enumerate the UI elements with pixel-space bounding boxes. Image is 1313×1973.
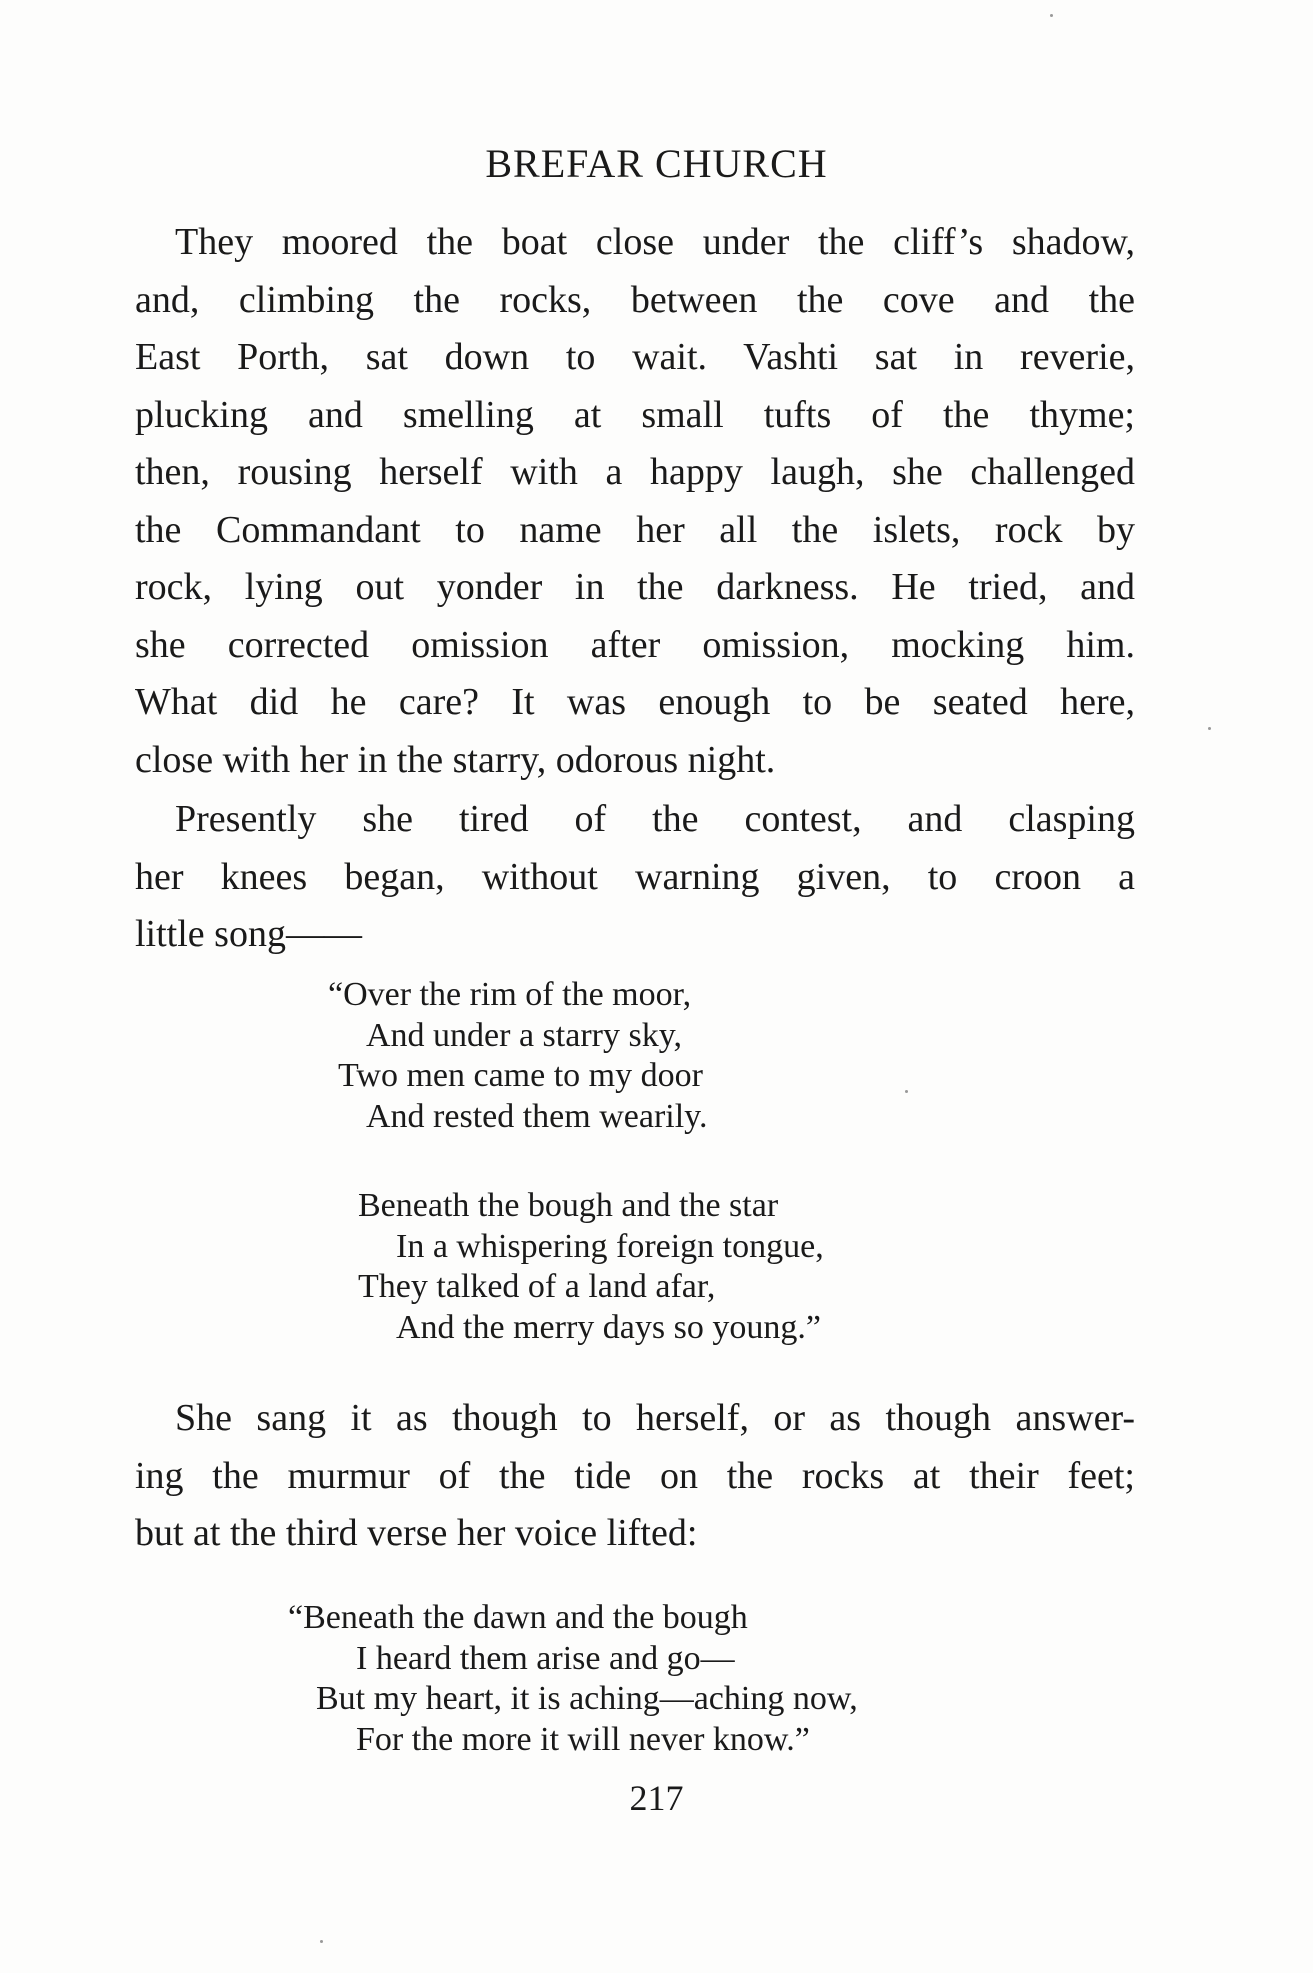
verse-line: They talked of a land afar, xyxy=(358,1268,716,1305)
paragraph-line: little song—— xyxy=(135,913,362,955)
paragraph-line: East Porth, sat down to wait. Vashti sat in reverie, xyxy=(135,336,1135,378)
verse-line: “Over the rim of the moor, xyxy=(328,976,692,1013)
page-number: 217 xyxy=(629,1778,684,1818)
paragraph-line: close with her in the starry, odorous night. xyxy=(135,738,776,781)
running-head: BREFAR CHURCH xyxy=(485,141,828,186)
paragraph-line: she corrected omission after omission, mocking him. xyxy=(135,623,1135,666)
paragraph-line: ing the murmur of the tide on the rocks at their feet; xyxy=(135,1454,1135,1497)
paragraph-line: the Commandant to name her all the islets, rock by xyxy=(135,508,1135,551)
paper-speck xyxy=(320,1940,323,1943)
paragraph-line: plucking and smelling at small tufts of the thyme; xyxy=(135,393,1135,436)
paragraph-line: Presently she tired of the contest, and clasping xyxy=(175,798,1135,840)
paper-speck xyxy=(1208,727,1211,730)
paper-speck xyxy=(905,1090,908,1093)
paragraph-line: What did he care? It was enough to be seated here, xyxy=(135,681,1135,723)
verse-line: For the more it will never know.” xyxy=(356,1720,810,1758)
paragraph-line: then, rousing herself with a happy laugh, she challenged xyxy=(135,451,1135,493)
paragraph-line: and, climbing the rocks, between the cove and the xyxy=(135,278,1135,321)
paragraph-line: but at the third verse her voice lifted: xyxy=(135,1512,698,1554)
verse-stanza-2 xyxy=(358,1186,824,1348)
verse-line: And under a starry sky, xyxy=(366,1016,682,1054)
verse-line: And rested them wearily. xyxy=(366,1097,708,1135)
verse-stanza-3 xyxy=(288,1598,858,1760)
verse-line: In a whispering foreign tongue, xyxy=(396,1227,824,1265)
paper-speck xyxy=(1050,14,1053,17)
paragraph-1 xyxy=(135,214,1135,789)
paragraph-line: her knees began, without warning given, to croon a xyxy=(135,855,1135,898)
paragraph-line: She sang it as though to herself, or as though answer- xyxy=(175,1397,1135,1439)
paragraph-line: rock, lying out yonder in the darkness. He tried, and xyxy=(135,566,1135,608)
verse-line: I heard them arise and go— xyxy=(356,1639,735,1677)
verse-line: “Beneath the dawn and the bough xyxy=(288,1599,748,1636)
verse-line: But my heart, it is aching—aching now, xyxy=(316,1680,858,1717)
verse-line: Beneath the bough and the star xyxy=(358,1187,779,1224)
verse-line: Two men came to my door xyxy=(338,1057,703,1094)
verse-line: And the merry days so young.” xyxy=(396,1308,821,1346)
paragraph-2 xyxy=(135,791,1135,964)
verse-stanza-1 xyxy=(328,975,707,1137)
paragraph-3 xyxy=(135,1390,1135,1563)
paragraph-line: They moored the boat close under the cliff’s shadow, xyxy=(175,221,1135,263)
